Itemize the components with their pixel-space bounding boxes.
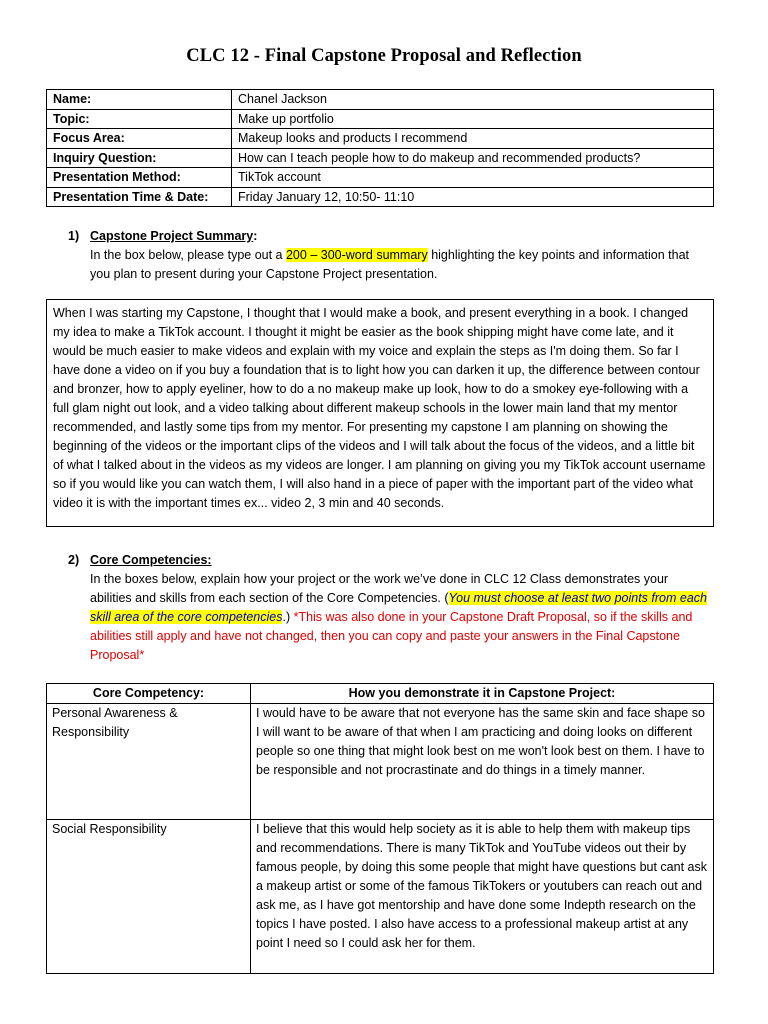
table-row — [47, 820, 714, 974]
info-value: Friday January 12, 10:50- 11:10 — [232, 187, 714, 207]
competency-cell: Social Responsibility — [47, 820, 251, 974]
info-label: Inquiry Question: — [47, 148, 232, 168]
demonstration-cell: I believe that this would help society as it is able to help them with makeup tips and recommendations. There is many TikTok and YouTube videos out their by famous people, by doing this some people that might have questions but cant ask a makeup artist or some of the famous TikTokers or youtubers can reach out and ask me, as I have got mentorship and have done some Indepth research on the topics I have posted. I also have access to a professional makeup artist at any point I need so I could ask her for them. — [251, 820, 714, 974]
competency-cell: Personal Awareness & Responsibility — [47, 704, 251, 820]
section-title: Core Competencies: — [90, 553, 212, 567]
instruction-text: highlighting the key points and information that you plan to present during your Capstone Project presentation. — [90, 248, 689, 281]
info-value: Makeup looks and products I recommend — [232, 129, 714, 149]
table-row — [47, 187, 714, 207]
section-number: 2) — [68, 553, 80, 567]
instruction-text: In the boxes below, explain how your project or the work we’ve done in CLC 12 Class demonstrates your abilities and skills from each section of the Core Competencies. ( — [90, 572, 669, 605]
demonstration-cell: I would have to be aware that not everyone has the same skin and face shape so I will want to be aware of that when I am practicing and doing looks on different people so one thing that might look best on me won't look best on them. I have to be responsible and not procrastinate and do things in a timely manner. — [251, 704, 714, 820]
info-value: Make up portfolio — [232, 109, 714, 129]
table-row — [47, 129, 714, 149]
table-row — [47, 109, 714, 129]
table-row — [47, 90, 714, 110]
info-value: TikTok account — [232, 168, 714, 188]
table-row — [47, 704, 714, 820]
table-row — [47, 148, 714, 168]
section-number: 1) — [68, 229, 80, 243]
info-label: Presentation Method: — [47, 168, 232, 188]
highlighted-text: You must choose at least two points from each skill area of the core competencies — [90, 591, 707, 624]
document-title: CLC 12 - Final Capstone Proposal and Reflection — [186, 46, 582, 66]
section-title-suffix: : — [253, 229, 258, 243]
red-note: *This was also done in your Capstone Draft Proposal, so if the skills and abilities still apply and have not changed, then you can copy and paste your answers in the Final Capstone Proposal* — [90, 610, 693, 662]
info-label: Topic: — [47, 109, 232, 129]
column-header: How you demonstrate it in Capstone Project: — [251, 684, 714, 704]
instruction-text: .) — [282, 610, 294, 624]
core-competencies-table — [46, 683, 714, 974]
info-value: Chanel Jackson — [232, 90, 714, 110]
table-row — [47, 168, 714, 188]
info-label: Presentation Time & Date: — [47, 187, 232, 207]
column-header: Core Competency: — [47, 684, 251, 704]
info-label: Name: — [47, 90, 232, 110]
table-header-row — [47, 684, 714, 704]
student-info-table — [46, 89, 714, 207]
section-title: Capstone Project Summary — [90, 229, 254, 243]
section-2-heading — [68, 551, 212, 570]
instruction-text: In the box below, please type out a — [90, 248, 286, 262]
section-2-instructions — [90, 570, 710, 665]
info-value: How can I teach people how to do makeup and recommended products? — [232, 148, 714, 168]
info-label: Focus Area: — [47, 129, 232, 149]
section-1-heading — [68, 227, 257, 246]
summary-box: When I was starting my Capstone, I thought that I would make a book, and present everything in a book. I changed my idea to make a TikTok account. I thought it might be easier as the book shipping might have come late, and it would be much easier to make videos and explain with my voice and explain the steps as I'm doing them. So far I have done a video on if you buy a foundation that is to light how you can darken it up, the difference between contour and bronzer, how to apply eyeliner, how to do a no makeup make up look, how to do a smokey eye-following with a full glam night out look, and a video talking about different makeup schools in the lower main land that my mentor recommended, and lastly some tips from my mentor. For presenting my capstone I am planning on showing the beginning of the videos or the important clips of the videos and I will talk about the focus of the videos, and a little bit of what I talked about in the videos as my videos are longer. I am planning on giving you my TikTok account username so if you would like you can watch them, I will also hand in a piece of paper with the important part of the video what video it is with the important times ex... video 2, 3 min and 40 seconds. — [46, 299, 714, 527]
highlighted-text: 200 – 300-word summary — [285, 248, 428, 262]
section-1-instructions — [90, 246, 710, 284]
